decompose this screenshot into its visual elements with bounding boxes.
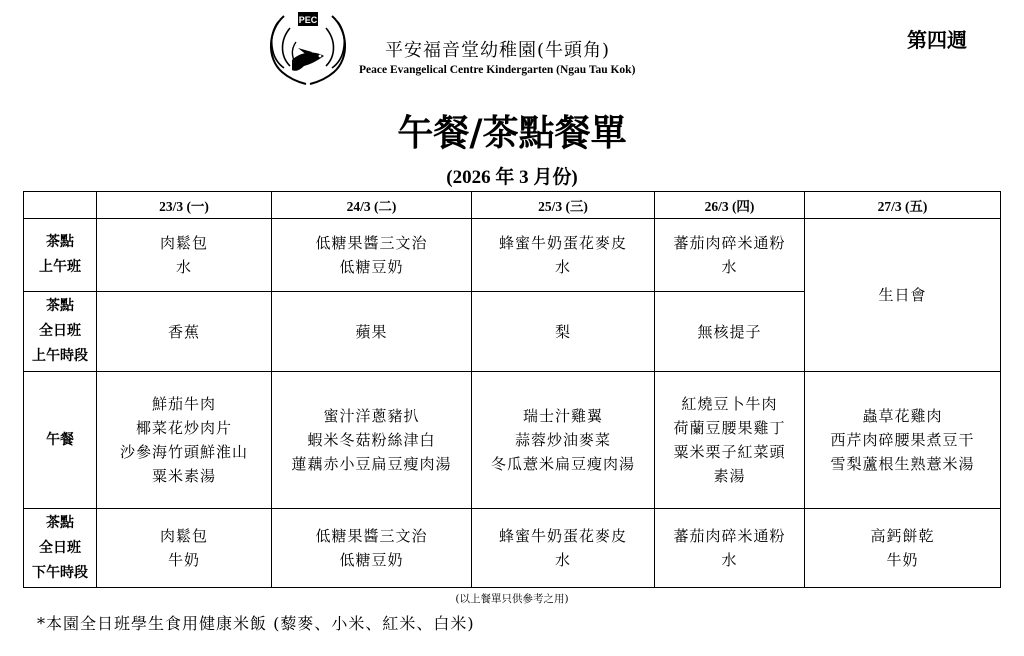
day-header-tue: 24/3 (二) bbox=[272, 192, 472, 219]
menu-item: 低糖果醬三文治 bbox=[315, 527, 428, 545]
menu-item: 粟米栗子紅菜頭 bbox=[673, 443, 786, 461]
menu-item: 素湯 bbox=[713, 467, 746, 485]
menu-item: 雪梨蘆根生熟薏米湯 bbox=[830, 455, 975, 473]
menu-item: 蜂蜜牛奶蛋花麥皮 bbox=[498, 527, 627, 545]
row-label-line: 茶點 bbox=[46, 234, 74, 250]
menu-item: 瑞士汁雞翼 bbox=[522, 407, 603, 425]
day-header-mon: 23/3 (一) bbox=[97, 192, 272, 219]
menu-item: 冬瓜薏米扁豆瘦肉湯 bbox=[490, 455, 635, 473]
fullday-am-tue bbox=[272, 292, 472, 372]
corner-cell bbox=[24, 192, 97, 219]
menu-item: 粟米素湯 bbox=[151, 467, 216, 485]
menu-item: 蕃茄肉碎米通粉 bbox=[673, 234, 786, 252]
lunch-thu bbox=[655, 372, 805, 509]
menu-item: 荷蘭豆腰果雞丁 bbox=[673, 419, 786, 437]
row-label-line: 上午班 bbox=[39, 259, 81, 275]
menu-item: 牛奶 bbox=[167, 551, 200, 569]
day-header-fri: 27/3 (五) bbox=[805, 192, 1001, 219]
menu-item: 蝦米冬菇粉絲津白 bbox=[307, 431, 436, 449]
am-snack-mon bbox=[97, 219, 272, 292]
menu-item: 梨 bbox=[554, 322, 571, 341]
school-logo bbox=[262, 8, 354, 92]
lunch-wed bbox=[472, 372, 655, 509]
menu-item: 椰菜花炒肉片 bbox=[135, 419, 232, 437]
menu-item: 水 bbox=[721, 551, 738, 569]
week-label: 第四週 bbox=[907, 28, 967, 52]
menu-item: 低糖豆奶 bbox=[339, 551, 404, 569]
row-label-am-snack bbox=[24, 219, 97, 292]
row-label-line: 全日班 bbox=[39, 539, 81, 556]
am-snack-thu bbox=[655, 219, 805, 292]
birthday-party-cell bbox=[805, 219, 1001, 372]
row-label-line: 午餐 bbox=[46, 431, 74, 448]
menu-item: 牛奶 bbox=[886, 551, 919, 569]
menu-item: 紅燒豆卜牛肉 bbox=[681, 395, 778, 413]
am-snack-wed bbox=[472, 219, 655, 292]
menu-month: (2026 年 3 月份) bbox=[446, 167, 578, 188]
menu-item: 鮮茄牛肉 bbox=[151, 395, 216, 413]
am-snack-row bbox=[24, 219, 1001, 292]
menu-item: 蜜汁洋蔥豬扒 bbox=[323, 407, 420, 425]
menu-item: 水 bbox=[721, 258, 738, 276]
menu-item: 低糖果醬三文治 bbox=[315, 234, 428, 252]
am-snack-tue bbox=[272, 219, 472, 292]
fullday-am-mon bbox=[97, 292, 272, 372]
day-header-wed: 25/3 (三) bbox=[472, 192, 655, 219]
menu-item: 生日會 bbox=[878, 286, 927, 304]
fullday-pm-thu bbox=[655, 509, 805, 588]
school-name-zh: 平安福音堂幼稚園(牛頭角) bbox=[385, 40, 611, 61]
menu-item: 蘋果 bbox=[355, 322, 388, 341]
lunch-mon bbox=[97, 372, 272, 509]
menu-item: 水 bbox=[554, 258, 571, 276]
lunch-row bbox=[24, 372, 1001, 509]
menu-item: 蜂蜜牛奶蛋花麥皮 bbox=[498, 234, 627, 252]
menu-table bbox=[23, 191, 1001, 588]
fullday-am-thu bbox=[655, 292, 805, 372]
row-label-line: 下午時段 bbox=[32, 564, 88, 581]
row-label-fullday-am bbox=[24, 292, 97, 372]
menu-item: 西芹肉碎腰果煮豆干 bbox=[830, 431, 975, 449]
menu-item: 水 bbox=[554, 551, 571, 569]
logo-text: PEC bbox=[298, 15, 318, 25]
reference-note: (以上餐單只供參考之用) bbox=[455, 593, 569, 605]
header-row bbox=[24, 192, 1001, 219]
row-label-fullday-pm bbox=[24, 509, 97, 588]
menu-item: 肉鬆包 bbox=[159, 527, 208, 545]
lunch-fri bbox=[805, 372, 1001, 509]
page-title: 午餐/茶點餐單 bbox=[397, 112, 627, 154]
day-header-thu: 26/3 (四) bbox=[655, 192, 805, 219]
rice-footnote: *本園全日班學生食用健康米飯 (藜麥、小米、紅米、白米) bbox=[37, 614, 475, 633]
fullday-pm-row bbox=[24, 509, 1001, 588]
menu-item: 蓮藕赤小豆扁豆瘦肉湯 bbox=[291, 455, 452, 473]
fullday-pm-wed bbox=[472, 509, 655, 588]
row-label-line: 上午時段 bbox=[32, 348, 88, 364]
menu-item: 水 bbox=[175, 258, 192, 276]
row-label-line: 茶點 bbox=[46, 514, 74, 531]
fullday-am-wed bbox=[472, 292, 655, 372]
row-label-line: 全日班 bbox=[39, 323, 81, 339]
row-label-lunch bbox=[24, 372, 97, 509]
menu-item: 蕃茄肉碎米通粉 bbox=[673, 527, 786, 545]
menu-item: 無核提子 bbox=[697, 322, 762, 341]
menu-item: 沙參海竹頭鮮淮山 bbox=[119, 443, 248, 461]
menu-item: 高鈣餅乾 bbox=[870, 527, 935, 545]
fullday-pm-tue bbox=[272, 509, 472, 588]
row-label-line: 茶點 bbox=[46, 298, 74, 314]
menu-item: 肉鬆包 bbox=[159, 234, 208, 252]
menu-item: 低糖豆奶 bbox=[339, 258, 404, 276]
fullday-pm-fri bbox=[805, 509, 1001, 588]
menu-item: 香蕉 bbox=[167, 322, 200, 341]
school-name-en: Peace Evangelical Centre Kindergarten (Ngau Tau Kok) bbox=[359, 64, 636, 76]
lunch-tue bbox=[272, 372, 472, 509]
menu-item: 蟲草花雞肉 bbox=[862, 407, 943, 425]
menu-item: 蒜蓉炒油麥菜 bbox=[514, 431, 611, 449]
fullday-pm-mon bbox=[97, 509, 272, 588]
